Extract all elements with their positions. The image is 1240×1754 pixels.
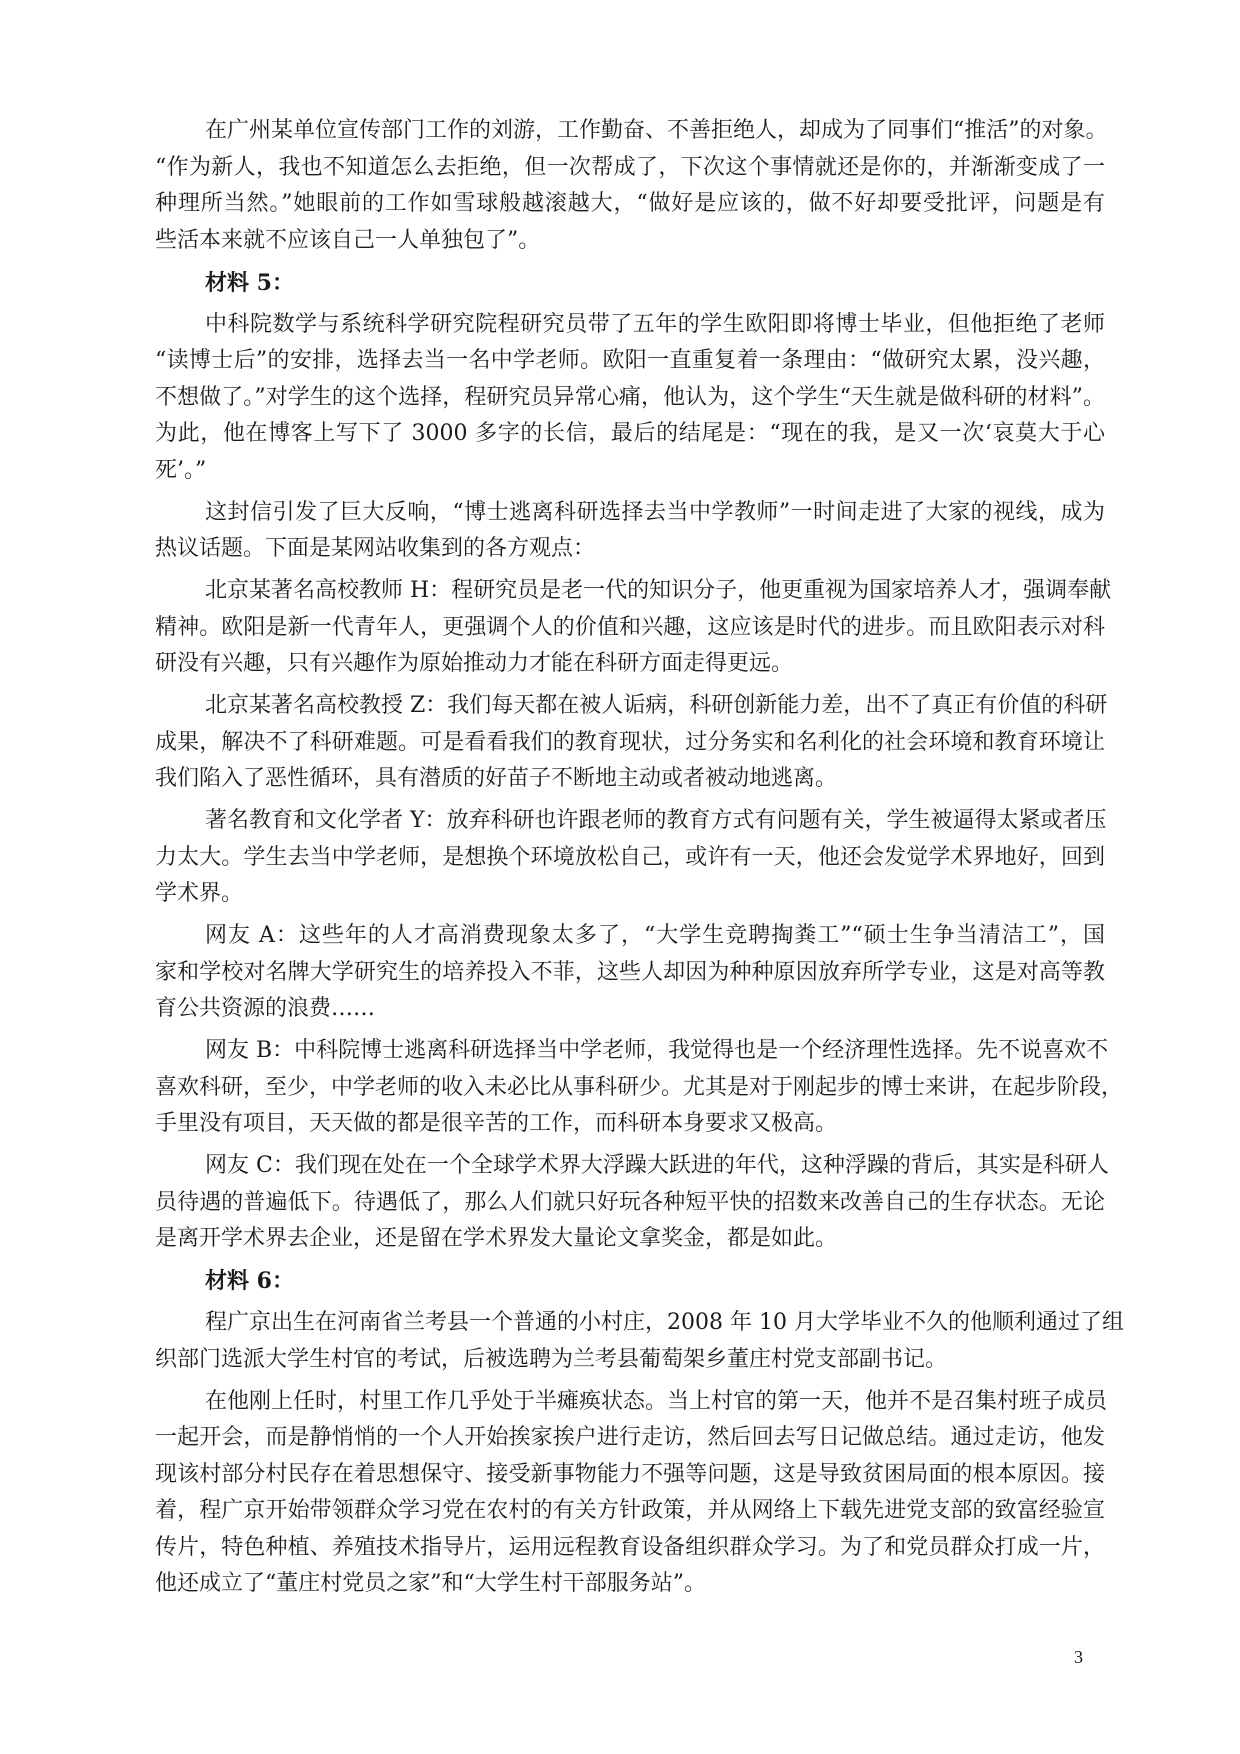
text-line: 力太大。学生去当中学老师，是想换个环境放松自己，或许有一天，他还会发觉学术界地好，回到 — [155, 844, 1105, 870]
text-line: 研没有兴趣，只有兴趣作为原始推动力才能在科研方面走得更远。 — [155, 651, 794, 676]
paragraph — [155, 1033, 1124, 1143]
text-line: 传片，特色种植、养殖技术指导片，运用远程教育设备组织群众学习。为了和党员群众打成一片， — [155, 1534, 1105, 1560]
paragraph — [155, 1305, 1124, 1378]
text-line: 程广京出生在河南省兰考县一个普通的小村庄，2008 年 10 月大学毕业不久的他顺利通过了组 — [205, 1310, 1124, 1335]
text-line: 种理所当然。”她眼前的工作如雪球般越滚越大，“做好是应该的，做不好却要受批评，问题是有 — [155, 191, 1105, 216]
text-line: 材料 6： — [205, 1268, 294, 1294]
text-line: 为此，他在博客上写下了 3000 多字的长信，最后的结尾是：“现在的我，是又一次‘哀莫大于心 — [155, 421, 1105, 446]
text-line: 精神。欧阳是新一代青年人，更强调个人的价值和兴趣，这应该是时代的进步。而且欧阳表示对科 — [155, 614, 1105, 640]
paragraph — [155, 1384, 1108, 1603]
text-line: 着，程广京开始带领群众学习党在农村的有关方针政策，并从网络上下载先进党支部的致富经验宣 — [155, 1498, 1105, 1523]
text-line: 一起开会，而是静悄悄的一个人开始挨家挨户进行走访，然后回去写日记做总结。通过走访，他发 — [155, 1425, 1105, 1450]
paragraph — [155, 803, 1105, 913]
text-line: 他还成立了“董庄村党员之家”和“大学生村干部服务站”。 — [155, 1571, 706, 1596]
document-body — [155, 113, 1124, 1608]
text-line: “作为新人，我也不知道怎么去拒绝，但一次帮成了，下次这个事情就还是你的，并渐渐变成了一 — [155, 154, 1105, 180]
text-line: 不想做了。”对学生的这个选择，程研究员异常心痛，他认为，这个学生“天生就是做科研的材料”。 — [155, 384, 1105, 410]
text-line: 现该村部分村民存在着思想保守、接受新事物能力不强等问题，这是导致贫困局面的根本原因。接 — [155, 1461, 1105, 1487]
paragraph — [155, 573, 1112, 683]
text-line: 我们陷入了恶性循环，具有潜质的好苗子不断地主动或者被动地逃离。 — [155, 766, 838, 791]
text-line: 中科院数学与系统科学研究院程研究员带了五年的学生欧阳即将博士毕业，但他拒绝了老师 — [205, 311, 1105, 337]
section-heading — [155, 1263, 1105, 1300]
text-line: 育公共资源的浪费…… — [155, 996, 376, 1021]
text-line: 网友 A：这些年的人才高消费现象太多了，“大学生竞聘掏粪工”“硕士生争当清洁工”，国 — [205, 923, 1105, 948]
text-line: 成果，解决不了科研难题。可是看看我们的教育现状，过分务实和名利化的社会环境和教育环境让 — [155, 729, 1105, 755]
text-line: 热议话题。下面是某网站收集到的各方观点： — [155, 536, 596, 561]
text-line: 死’。” — [155, 457, 207, 483]
text-line: 家和学校对名牌大学研究生的培养投入不菲，这些人却因为种种原因放弃所学专业，这是对高等教 — [155, 959, 1105, 985]
text-line: 北京某著名高校教师 H：程研究员是老一代的知识分子，他更重视为国家培养人才，强调奉献 — [205, 578, 1112, 603]
paragraph — [155, 918, 1105, 1028]
paragraph — [155, 113, 1108, 259]
text-line: 学术界。 — [155, 881, 244, 906]
text-line: 些活本来就不应该自己一人单独包了”。 — [155, 227, 541, 253]
paragraph — [155, 307, 1105, 490]
text-line: 著名教育和文化学者 Y：放弃科研也许跟老师的教育方式有问题有关，学生被逼得太紧或者压 — [205, 808, 1107, 833]
text-line: “读博士后”的安排，选择去当一名中学老师。欧阳一直重复着一条理由：“做研究太累，没兴趣， — [155, 348, 1105, 373]
text-line: 喜欢科研，至少，中学老师的收入未必比从事科研少。尤其是对于刚起步的博士来讲，在起步阶段， — [155, 1074, 1124, 1100]
section-heading — [155, 265, 1105, 302]
paragraph — [155, 495, 1105, 568]
text-line: 北京某著名高校教授 Z：我们每天都在被人诟病，科研创新能力差，出不了真正有价值的科研 — [205, 693, 1108, 718]
text-line: 材料 5： — [205, 269, 294, 296]
text-line: 在广州某单位宣传部门工作的刘游，工作勤奋、不善拒绝人，却成为了同事们“推活”的对象。 — [205, 118, 1108, 143]
text-line: 是离开学术界去企业，还是留在学术界发大量论文拿奖金，都是如此。 — [155, 1226, 838, 1251]
text-line: 网友 B：中科院博士逃离科研选择当中学老师，我觉得也是一个经济理性选择。先不说喜欢不 — [205, 1038, 1109, 1063]
paragraph — [155, 1148, 1109, 1258]
page-number: 3 — [1074, 1647, 1083, 1667]
paragraph — [155, 688, 1108, 798]
text-line: 手里没有项目，天天做的都是很辛苦的工作，而科研本身要求又极高。 — [155, 1111, 838, 1136]
text-line: 织部门选派大学生村官的考试，后被选聘为兰考县葡萄架乡董庄村党支部副书记。 — [155, 1346, 948, 1372]
text-line: 员待遇的普遍低下。待遇低了，那么人们就只好玩各种短平快的招数来改善自己的生存状态。无论 — [155, 1189, 1105, 1215]
text-line: 在他刚上任时，村里工作几乎处于半瘫痪状态。当上村官的第一天，他并不是召集村班子成员 — [205, 1388, 1108, 1414]
text-line: 网友 C：我们现在处在一个全球学术界大浮躁大跃进的年代，这种浮躁的背后，其实是科研人 — [205, 1153, 1109, 1178]
text-line: 这封信引发了巨大反响，“博士逃离科研选择去当中学教师”一时间走进了大家的视线，成为 — [205, 499, 1105, 525]
